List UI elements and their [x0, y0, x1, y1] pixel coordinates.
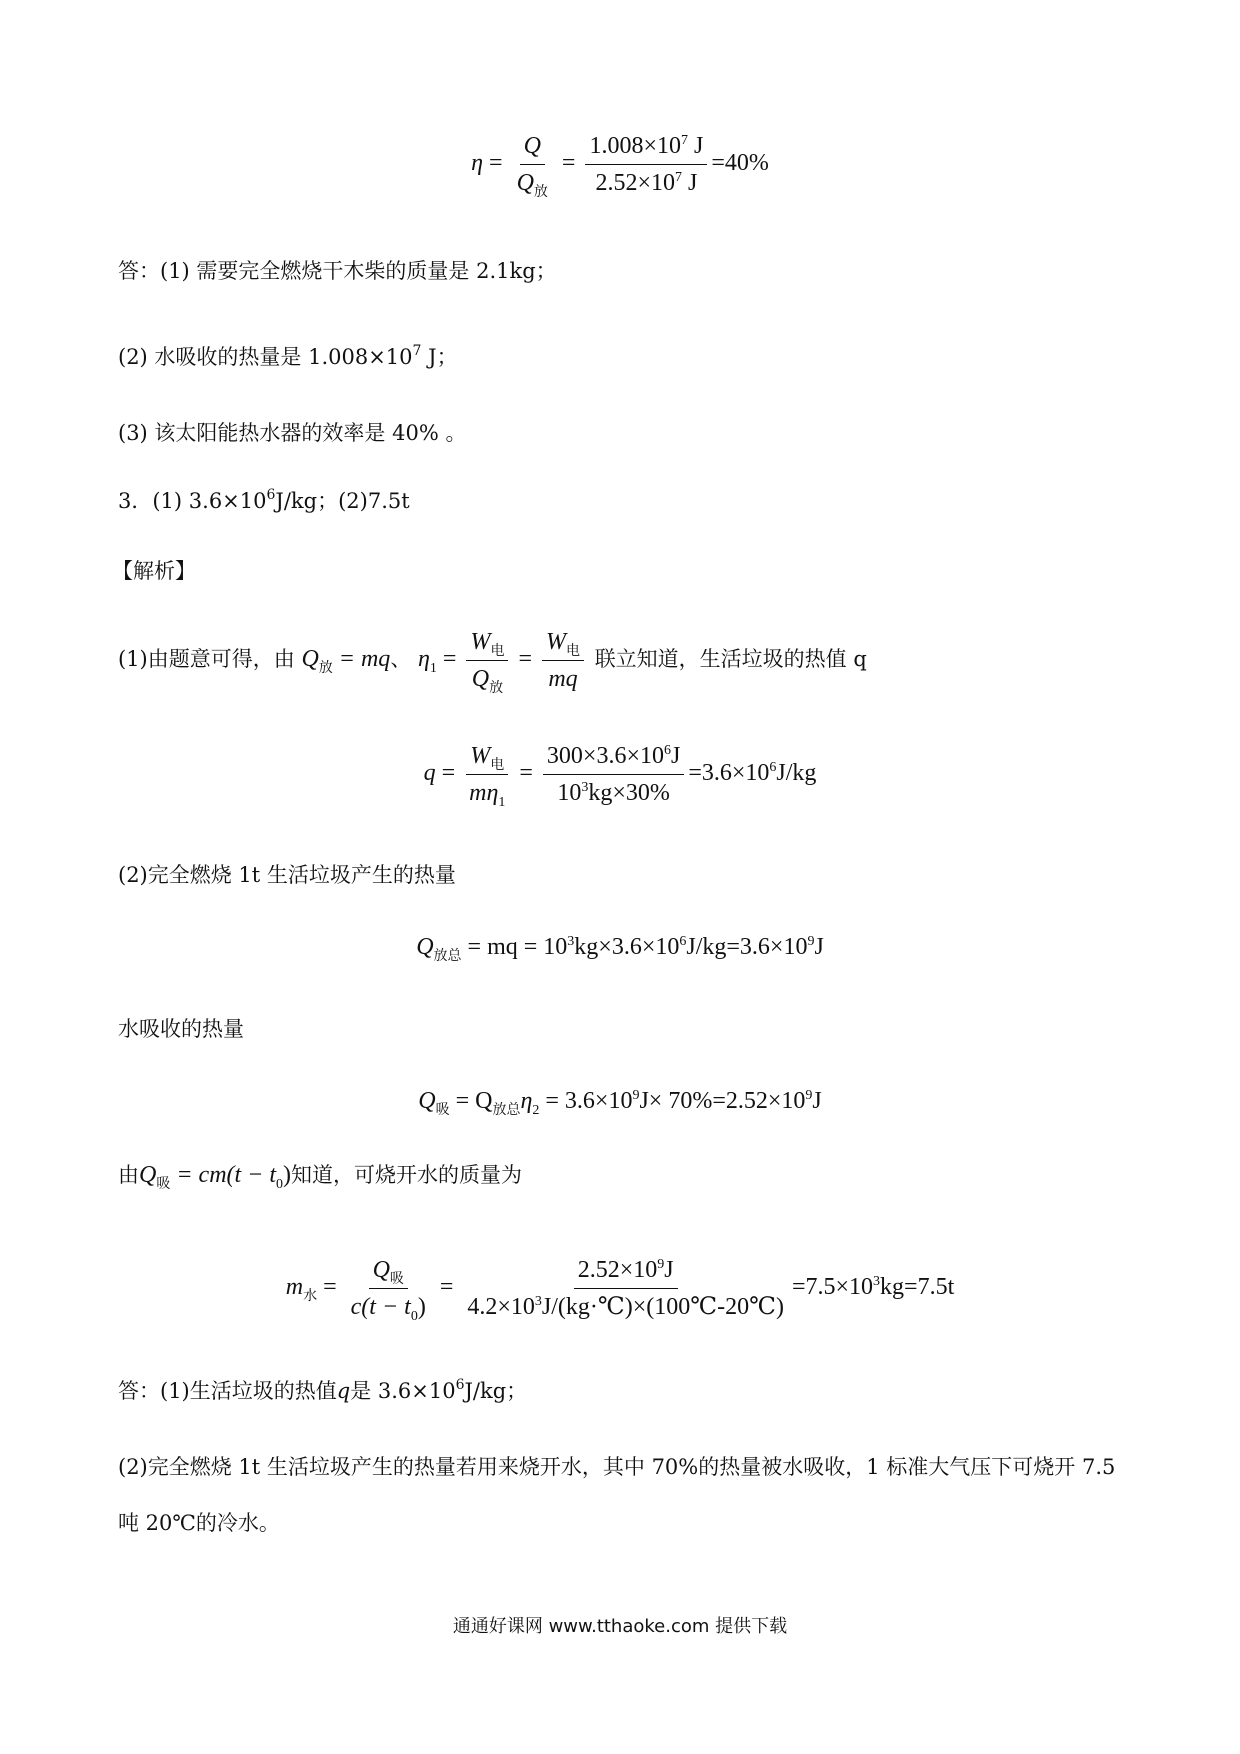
equation-efficiency: η = $\frac{Q}{Q_放}$ = $\frac{1.008\times 10^7 J}{2.52\times 10^7 J}$ =40% — [471, 133, 769, 200]
fraction-values: $\frac{1.008\times 10^7 J}{2.52\times 10^7 J}$ — [585, 132, 707, 197]
equation-absorbed-heat: $Q_吸 = Q_{放总}\eta_2 = 3.6\times 10^9J\times 70\%=2.52\times 10^9J$ — [418, 1088, 822, 1118]
answer-line-2: (2) 水吸收的热量是 $1.008\times 10^7$ J； — [118, 343, 458, 369]
paragraph-mass-intro: 由$Q_吸 = cm(t - t_0)$知道，可烧开水的质量为 — [118, 1162, 523, 1192]
analysis-label: 【解析】 — [112, 559, 196, 583]
answer-q3-line-2: (2)完全燃烧 1t 生活垃圾产生的热量若用来烧开水，其中 70%的热量被水吸收，1 标准大气压下可烧开 7.5 — [118, 1455, 1116, 1479]
page-footer: 通通好课网 www.tthaoke.com 提供下载 — [452, 1616, 788, 1637]
equation-heating-value: q = $\frac{W_电}{m\eta_1}$ = $\frac{300\times 3.6\times 10^6J}{10^3kg\times 30\%}$ $=3.6\times 10^6J/kg$ — [423, 743, 817, 810]
fraction-q-over-qfang: $\frac{Q}{Q_放}$ — [516, 133, 548, 200]
paragraph-part1: (1)由题意可得，由 $Q_放$ = mq、 $\eta_1$ = $\frac{W_电}{Q_放}$ = $\frac{W_电}{mq}$ 联立知道，生活垃圾的热值 q — [118, 629, 867, 696]
equation-total-heat: $Q_{放总}$ = mq = $10^3kg\times 3.6\times 10^6J/kg=3.6\times 10^9J$ — [416, 934, 824, 964]
answer-line-3: (3) 该太阳能热水器的效率是 40% 。 — [118, 421, 467, 445]
answer-q3-line-1: 答：(1)生活垃圾的热值q是 $3.6\times 10^6J/kg$； — [118, 1377, 528, 1403]
paragraph-part2: (2)完全燃烧 1t 生活垃圾产生的热量 — [118, 863, 456, 887]
answer-q3-line-3: 吨 20℃的冷水。 — [118, 1511, 280, 1535]
equation-water-mass: $m_水$ = $\frac{Q_吸}{c(t - t_0)}$ = $\frac{2.52\times 10^9J}{4.2\times 10^3J/(kg\cdot℃)\times(100℃-20℃)}$ $=7.5\times 10^3kg=7.5t$ — [285, 1257, 955, 1324]
question-3-heading: 3．(1) $3.6\times 10^6J/kg$；(2)7.5t — [118, 487, 410, 513]
paragraph-water-heat: 水吸收的热量 — [118, 1017, 244, 1041]
answer-line-1: 答：(1) 需要完全燃烧干木柴的质量是 2.1kg； — [118, 259, 557, 283]
